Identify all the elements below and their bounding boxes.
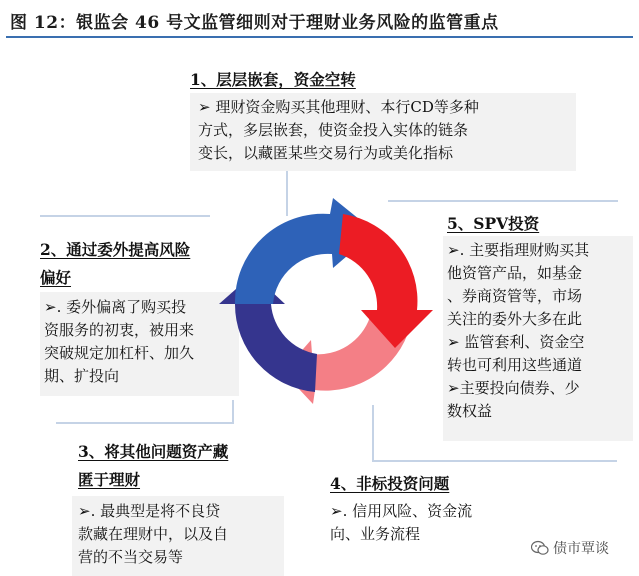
figure-title: 图 12：银监会 46 号文监管细则对于理财业务风险的监管重点 (10, 13, 499, 33)
item-4-heading: 4、非标投资问题 (330, 474, 450, 493)
item-3-line: ➢. 最典型是将不良贷 (78, 502, 221, 520)
cycle-diagram (205, 192, 445, 412)
item-4-text (330, 500, 530, 546)
item-5-line: ➢. 主要指理财购买其 (447, 241, 590, 259)
item-3-heading-line: 3、将其他问题资产藏 (78, 442, 229, 461)
item-1-line: ➢ 理财资金购买其他理财、本行CD等多种 (198, 98, 479, 116)
item-4-line: ➢. 信用风险、资金流 (330, 502, 473, 520)
item-5-line: ➢ 监管套利、资金空 (447, 333, 585, 351)
item-5-line: ➢主要投向债券、少 (447, 379, 580, 397)
connector-line (372, 460, 617, 462)
item-2-heading-line: 2、通过委外提高风险 (40, 240, 191, 259)
item-1-line: 变长，以藏匿某些交易行为或美化指标 (198, 144, 454, 162)
item-5-line: 、券商资管等，市场 (447, 287, 583, 305)
item-2-line: ➢. 委外偏离了购买投 (44, 298, 187, 316)
item-2-line: 期、扩投向 (44, 367, 120, 385)
item-3-heading-line: 匿于理财 (78, 470, 141, 489)
item-1-box (190, 93, 576, 171)
item-4-line: 向、业务流程 (330, 525, 421, 543)
item-3-line: 款藏在理财中，以及自 (78, 525, 229, 543)
item-5-line: 数权益 (447, 402, 493, 420)
item-1-heading: 1、层层嵌套，资金空转 (190, 70, 356, 89)
cycle-arrow-red (339, 214, 433, 348)
watermark (531, 538, 609, 558)
item-5-line: 关注的委外大多在此 (447, 310, 583, 328)
item-5-line: 他资管产品，如基金 (447, 264, 583, 282)
title-rule (6, 36, 633, 38)
connector-line (372, 405, 374, 462)
item-2-line: 突破规定加杠杆、加久 (44, 344, 195, 362)
item-5-heading: 5、SPV投资 (447, 214, 540, 233)
connector-line (56, 422, 234, 424)
connector-line (40, 215, 210, 217)
item-1-line: 方式，多层嵌套，使资金投入实体的链条 (198, 121, 469, 139)
item-2-heading-line: 偏好 (40, 268, 72, 287)
item-3-line: 营的不当交易等 (78, 548, 184, 566)
item-2-line: 资服务的初衷，被用来 (44, 321, 195, 339)
item-3-box (72, 496, 284, 576)
wechat-icon (531, 540, 549, 556)
item-5-line: 转也可利用这些通道 (447, 356, 583, 374)
item-5-box (443, 236, 633, 441)
watermark-text: 债市覃谈 (553, 541, 609, 557)
